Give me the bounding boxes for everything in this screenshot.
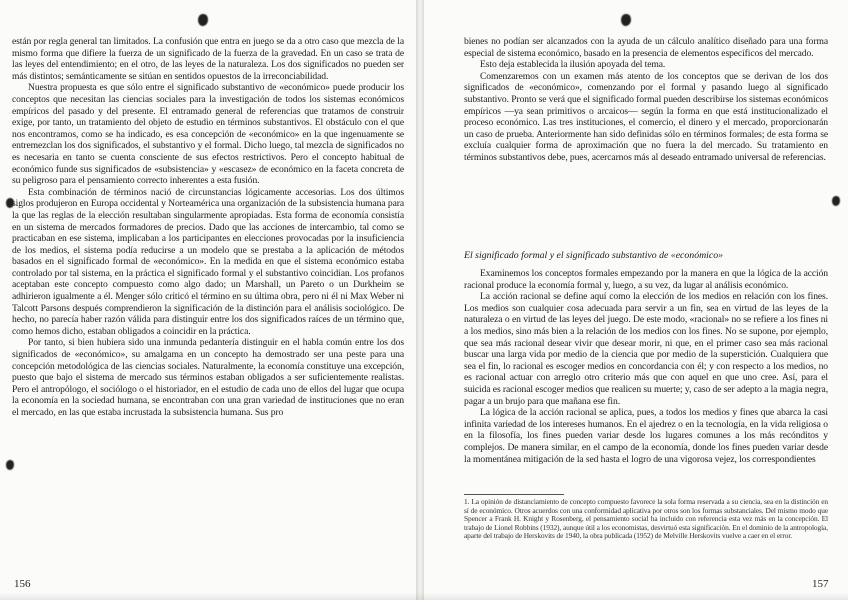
paragraph: La acción racional se define aquí como la elección de los medios en relación con los fines. Los medios son cualquier cosa adecuada para servir a un fin, sea en virtud de las leyes de la naturaleza o en virtud de las leyes del juego. De este modo, «racional» no se refiere a los fines ni a los medios, sino más bien a la relación de los medios con los fines. No se supone, por ejemplo, que sea más racional desear vivir que desear morir, ni que, en el primer caso sea más racional buscar una larga vida por medio de la ciencia que por medio de la superstición. Cualquiera que sea el fin, lo racional es escoger medios en concordancia con él; y con respecto a los medios, no es racional actuar con arreglo otro criterio más que con aquel en que uno cree. Así, para el suicida es racional escoger medios que realicen su muerte; y, caso de ser adepto a la magia negra, pagar a un brujo para que mañana ese fin.	[464, 291, 828, 407]
page-number: 157	[812, 578, 829, 590]
right-page-body-top	[464, 36, 828, 244]
paragraph: Nuestra propuesta es que sólo entre el significado substantivo de «económico» puede producir los conceptos que necesitan las ciencias sociales para la investigación de todos los sistemas económicos empíricos del pasado y del presente. El entramado general de referencias que tratamos de construir exige, por tanto, un tratamiento del objeto de estudio en términos substantivos. El obstáculo con el que nos encontramos, como se ha indicado, es esa concepción de «económico» en la que ingenuamente se entremezclan los dos significados, el substantivo y el formal. Dicho luego, tal mezcla de significados no es necesaria en tanto se cuenta consciente de sus efectos restrictivos. Pero el concepto habitual de económico funde sus significados de «subsistencia» y «escasez» de económico en la faceta concreta de su peligroso para el pensamiento correcto inherentes a esta fusión.	[12, 82, 404, 187]
footnote-rule	[464, 494, 564, 495]
left-page	[0, 0, 418, 600]
paragraph: están por regla general tan limitados. La confusión que entra en juego se da a otro caso que mezcla de la mismo forma que difiere la fuerza de un significado de la fuerza de la gravedad. En un caso se trata de las leyes del entendimiento; en el otro, de las leyes de la naturaleza. Los dos significados no pueden ser más distintos; semánticamente se sitúan en sentidos opuestos de la irreconciabilidad.	[12, 36, 404, 82]
paragraph: Esta combinación de términos nació de circunstancias lógicamente accesorias. Los dos últimos siglos produjeron en Europa occidental y Norteamérica una organización de la subsistencia humana para la que las reglas de la elección resultaban singularmente apropiadas. Esta forma de economía consistía en un sistema de mercados formadores de precios. Dado que las acciones de intercambio, tal como se practicaban en ese sistema, implicaban a los participantes en elecciones provocadas por la insuficiencia de los medios, el sistema podía reducirse a un modelo que se prestaba a la aplicación de métodos basados en el significado formal de «económico». En la medida en que el sistema económico estaba controlado por tal sistema, en la práctica el significado formal y el substantivo coincidían. Los profanos aceptaban este concepto compuesto como algo dado; un Marshall, un Pareto o un Durkheim se adhirieron igualmente a él. Menger sólo criticó el término en su última obra, pero ni él ni Max Weber ni Talcott Parsons después comprendieron la significación de la distinción para el análisis sociológico. De hecho, no parecía haber razón válida para distinguir entre los dos significados raíces de un término que, como hemos dicho, estaban obligados a coincidir en la práctica.	[12, 186, 404, 337]
right-page-body-main	[464, 268, 828, 490]
paragraph: Comenzaremos con un examen más atento de los conceptos que se derivan de los dos significados de «económico», comenzando por el formal y pasando luego al significado substantivo. Pronto se verá que el significado formal pueden describirse los sistemas económicos empíricos —ya sean primitivos o arcaicos— según la forma en que está institucionalizado el proceso económico. Las tres instituciones, el comercio, el dinero y el mercado, proporcionarán un caso de prueba. Anteriormente han sido definidas sólo en términos formales; de esta forma se excluía cualquier forma de aproximación que no fuera la del mercado. Su tratamiento en términos substantivos debe, pues, acercarnos más al deseado entramado universal de referencias.	[464, 70, 828, 163]
page-number: 156	[14, 578, 31, 590]
section-heading: El significado formal y el significado substantivo de «económico»	[464, 250, 724, 261]
paragraph: Esto deja establecida la ilusión apoyada del tema.	[480, 59, 666, 71]
paragraph: La lógica de la acción racional se aplica, pues, a todos los medios y fines que abarca la casi infinita variedad de los intereses humanos. En el ajedrez o en la tecnología, en la vida religiosa o en la filosofía, los fines pueden variar desde los lugares comunes a los más recónditos y complejos. De manera similar, en el campo de la economía, donde los fines pueden variar desde la momentánea mitigación de la sed hasta el logro de una vigorosa vejez, los correspondientes	[464, 407, 828, 465]
paragraph: bienes no podían ser alcanzados con la ayuda de un cálculo analítico diseñado para una forma especial de sistema económico, basado en la presencia de elementos específicos del mercado.	[464, 36, 828, 59]
page-bottom-shadow	[0, 592, 848, 600]
paragraph: Examinemos los conceptos formales empezando por la manera en que la lógica de la acción racional produce la economía formal y, luego, a su vez, da lugar al análisis económico.	[464, 268, 828, 291]
left-page-body	[12, 36, 404, 571]
footnote: 1. La opinión de distanciamiento de concepto compuesto favorece la sola forma reservada a su ciencia, sea en la distinción en sí de económico. Otros acuerdos con una conformidad aplicativa por otros son los formas substanciales. Del mismo modo que Spencer a Frank H. Knight y Rosenberg, el pensamiento social ha incluido con referencia esta vez más en la concepción. El trabajo de Lionel Robbins (1932), aunque útil a los economistas, desvirtuó esta significación. En el dominio de la antropología, aparte del trabajo de Herskovits de 1940, la obra publicada (1952) de Melville Herskovits vuelve a caer en el error.	[464, 498, 828, 541]
paragraph: Por tanto, si bien hubiera sido una inmunda pedantería distinguir en el habla común entre los dos significados de «económico», su amalgama en un concepto ha demostrado ser una peste para una concepción metodológica de las ciencias sociales. Naturalmente, la economía constituye una excepción, puesto que bajo el sistema de mercado sus términos estaban obligados a ser suficientemente realistas. Pero el antropólogo, el sociólogo o el historiador, en el estudio de cada uno de ellos del lugar que ocupa la economía en la sociedad humana, se encontraban con una gran variedad de instituciones que no eran el mercado, en las que estaba incrustada la subsistencia humana. Sus pro	[12, 337, 404, 418]
ink-blot	[198, 14, 208, 26]
